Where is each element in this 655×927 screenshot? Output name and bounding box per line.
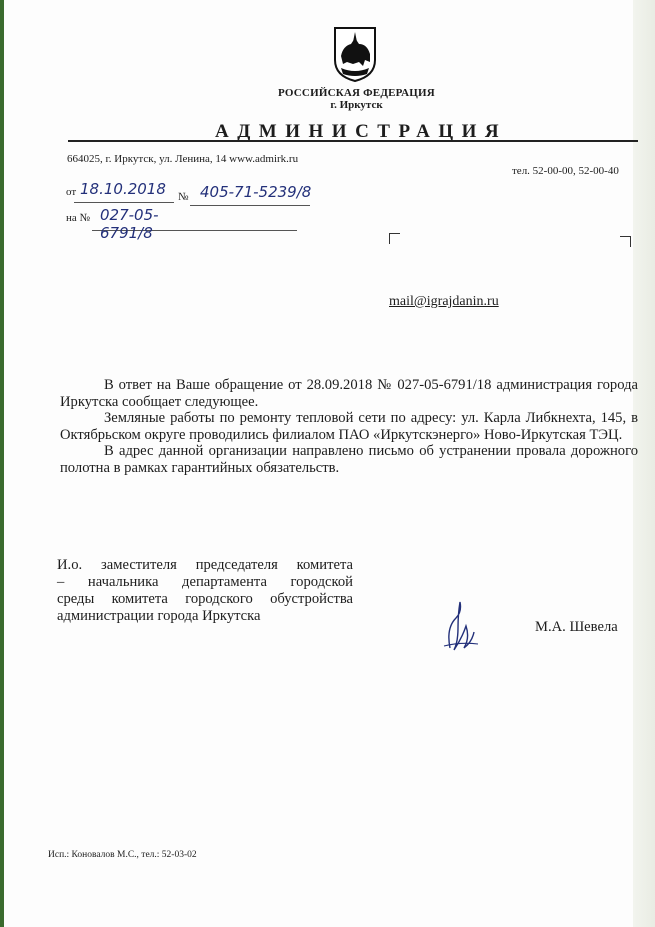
executor-line: Исп.: Коновалов М.С., тел.: 52-03-02 [48, 850, 197, 860]
position-line: администрации города Иркутска [57, 608, 261, 624]
country-heading: РОССИЙСКАЯ ФЕДЕРАЦИЯ [278, 87, 435, 99]
body-paragraph: В адрес данной организации направлено письмо об устранении провала дорожного полотна в рамках гарантийных обязательств. [60, 443, 638, 476]
irkutsk-coat-of-arms-icon [333, 26, 377, 82]
body-paragraph: В ответ на Ваше обращение от 28.09.2018 № 027-05-6791/18 администрация города Иркутска сообщает следующее. [60, 377, 638, 410]
letter-body [60, 377, 638, 476]
handwritten-reply-number: 027-05-6791/8 [100, 206, 159, 242]
address-line: 664025, г. Иркутск, ул. Ленина, 14 www.admirk.ru [67, 153, 299, 165]
scan-edge-left [0, 0, 4, 927]
address-block-corner-left [389, 233, 400, 244]
date-underline [74, 202, 174, 203]
body-paragraph: Земляные работы по ремонту тепловой сети по адресу: ул. Карла Либкнехта, 145, в Октябрьском округе проводились филиалом ПАО «Иркутскэнерго» Ново-Иркутская ТЭЦ. [60, 410, 638, 443]
reply-label: на № [66, 212, 91, 224]
address-block-corner-right [620, 236, 631, 247]
handwritten-outgoing-number: 405-71-5239/8 [200, 183, 312, 201]
phone-line: тел. 52-00-00, 52-00-40 [512, 165, 619, 177]
position-line: – начальника департамента городской [57, 574, 353, 590]
city-heading: г. Иркутск [330, 99, 383, 111]
handwritten-date: 18.10.2018 [80, 180, 166, 198]
header-divider [68, 140, 638, 142]
recipient-email[interactable]: mail@igrajdanin.ru [389, 294, 499, 309]
position-line: И.о. заместителя председателя комитета [57, 557, 353, 573]
number-label: № [178, 191, 189, 203]
date-label: от [66, 186, 77, 198]
signatory-name: М.А. Шевела [535, 619, 618, 635]
signatory-position [57, 557, 353, 625]
position-line: среды комитета городского обустройства [57, 591, 353, 607]
handwritten-signature-icon [440, 598, 480, 658]
page-title: АДМИНИСТРАЦИЯ [215, 121, 508, 142]
